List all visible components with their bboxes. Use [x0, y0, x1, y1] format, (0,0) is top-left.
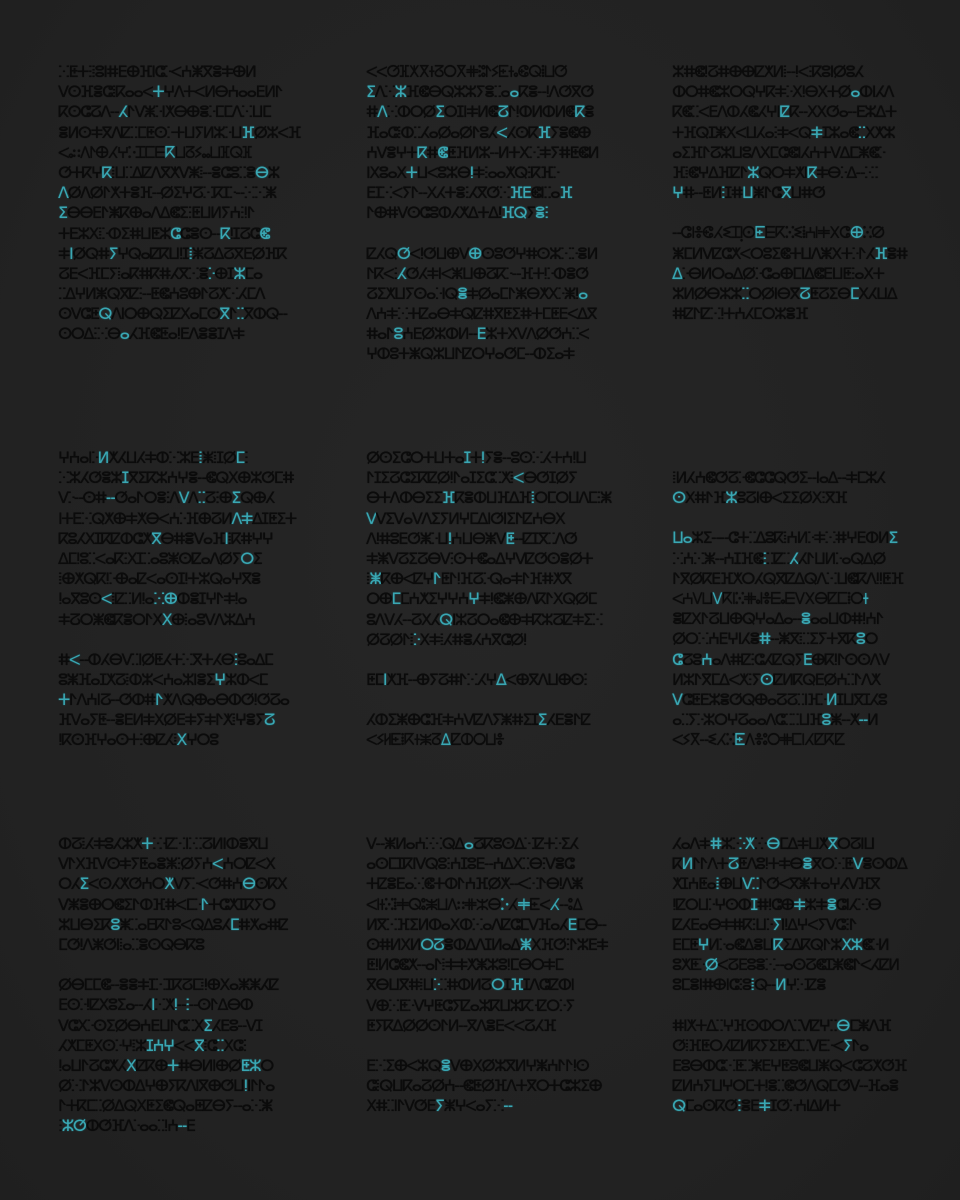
glyph-line: ⵇⵃⵕⵚⵦⵑⵚⵡⴲⴸⴲⵙⵓⵚⵖⵌⵙⵣⵘⴾⴻⵍ: [366, 243, 597, 263]
glyph-line: ⵇⵍⵄⵢⵡⵖⵔⵎⵜⵑⴻⵆⵞⵚⴷⵕⵎⵚⴸⵧⴼⴰⴻ: [672, 1076, 898, 1096]
glyph-line: ⴸⴾⵧⵙⵌⵧⵚⴰⵤⵔⴻⵗⴷⴸⴷⵆⵒⵗⴲⵉⵕⴲⵃ: [58, 488, 274, 508]
paragraph-gap: [366, 224, 596, 244]
glyph-paragraph: [672, 834, 907, 996]
glyph-paragraph: [366, 670, 596, 690]
glyph-line: ⵟⵢⴽⵠⵁⵁⵙⵤⵍⵧⴳⴷⴻⴹⵦⵦⵒⵃⴼ: [366, 1015, 556, 1035]
glyph-line: ⵜⴼⵕⵊⵥⵝⵦⵡⵃⴰⵗⵐⵦⵕⵐⵊⵣⴰⵞⵆⵝⵅⵣ: [672, 122, 895, 142]
glyph-paragraph: [366, 1055, 602, 1117]
glyph-paragraph: [58, 650, 288, 751]
glyph-line: ⵤⴳⵁⴽⴹⴼⵅⵔⵃⵕⴳⵇⵠⵕⴷⵘⵡⵞⴽⴷⵑⵑⵟⴼ: [672, 568, 903, 588]
paragraph-gap: [58, 630, 288, 650]
glyph-line: ⵌⵦⵧⵀⵃⴱⴸⵆⵏⵁⵟⵃⵜⵘⴳⵜⵃⴱⵗⵓⴰⵠⵎ: [58, 649, 273, 669]
paragraph-gap: [672, 203, 902, 223]
glyph-paragraph: [366, 448, 611, 650]
glyph-line: ⴼⴰⵛⵂⵀⵆⵃⴰⵁⴰⵁⵤⵓⵃⵦⵃⵙⴽⴼⵢⴻⵞⴲ: [366, 122, 591, 142]
glyph-line: ⵜⵤⴷⵄⵏⵒⵧⵚⵀⵌⵤⵅⴷⵕⴲⴰⴱⵀⵚⵑⵚⵒⴰ: [58, 690, 289, 710]
text-block-r1c1: [58, 62, 301, 345]
paragraph-gap: [58, 955, 288, 975]
glyph-line: ⴳⴱⵡⴳⵌⵂⵡⴾⵆⵌⵀⵍⵒⵔⵊⴼⵊⴷⵛⵇⵀⵏ: [366, 975, 574, 995]
glyph-line: ⵂⵍⵃⵄⵞⵚⵒⴾⵞⵛⵛⵕⵚⵉⵧⵏⴰⵠⵧⵐⵎⵣⵃ: [672, 468, 885, 487]
glyph-line: ⵍⴳⵘⴼⵉⵍⵀⴰⵝⵀⵘⴰⴷⵇⵛⵎⴸⴼⴰⵃⴹⵎⴱⵧ: [366, 914, 606, 934]
glyph-line: ⵁⴱⵎⵎⵞⵧⴻⴻⵐⵊⵘⵊⴽⵒⵎⵂⵑⴲⵝⴰⵥⵥⵃⵇ: [58, 975, 278, 995]
glyph-line: ⵁⵙⵉⵛⵔⵜⵡⵜⴰⵊⵜⵑⵢⴻⵧⵓⵙⵘⵃⵜⵄⵑⵡ: [366, 448, 586, 467]
glyph-line: ⵉⴱⴱⴹⵤⵥⴽⴲⴰⴷⵠⵞⵉⵗⵟⵡⵍⵢⵄⵗⵑⵤ: [58, 203, 255, 223]
glyph-line: ⵛⵒⵓⵄⴰⴷⵌⵇⵗⵛⵃⵇⵕⵢⴹⴲⴽⵑⵤⵙⵙⴷⴸ: [672, 649, 889, 669]
text-block-r1c3: [672, 62, 907, 324]
glyph-line: ⵉⴷⵘⵣⴼⵞⴱⵕⵣⵣⵢⴻⵆⴰⴰⴽⴻⵧⵑⴷⵚⴳⵚ: [366, 82, 593, 102]
glyph-line: ⵎⵚⵑⴷⵥⵚⵏⵂⴰⵆⴻⵙⵕⴱⴽⵓ: [58, 934, 204, 954]
glyph-paragraph: [366, 62, 599, 224]
paragraph-gap: [672, 508, 902, 528]
glyph-line: ⴸⴲⵘⵟⴾⴸⵖⵟⵛⵢⵇⴰⵣⴽⵡⵣⴽⴾⵇⵔⴾⵢ: [366, 995, 574, 1015]
glyph-line: ⵃⵅⵎⵟⵝⵙⴾⵖⵂⵣⵊⵄⵖⵦⵦⴳⵂⵛⵆⵝⵛⵗ: [58, 1035, 246, 1055]
glyph-line: ⴸⵤⵝⴼⴸⵙⵐⵢⵟⴰⴻⵥⵗⵁⵢⵄⵦⵄⵔⵇⵦⵝ: [58, 854, 275, 874]
glyph-line: ⵣⵌⵞⵑⵒⵌⴲⴲⵇⵅⵍⵂⵧⵑⵦⵗⴽⵓⵏⵁⵓⵃ: [672, 62, 863, 81]
glyph-line: ⵗⵣⵚⵀⵚⴼⴷⴾⴰⴰⵆⵑⵄⵧⴹ: [58, 1116, 195, 1136]
glyph-line: ⵦⵄⴸⵡⴸⴽⵏⵘⵌⴰⵏⴻⴹⴰⴹⴸⵝⴱⵇⵎⵂⵔⵜ: [672, 588, 868, 608]
glyph-line: ⴰⵆⵢⴾⵣⵔⵖⵒⴰⴰⴷⵛⵆⵆⵡⴼⵓⵥⵧⵅⵧⵍ: [672, 710, 878, 730]
glyph-line: ⵆⵠⵖⵍⵥⵕⴳⵇⵗⵧⵟⵞⵄⵓⴲⵤⵒⵅⵘⵃⵎⴷ: [58, 284, 265, 304]
glyph-paragraph: [58, 975, 288, 1137]
glyph-line: ⴷⵁⴷⵁⵤⵅⵜⴻⴼⵧⵁⵉⵖⵒⵘⴽⵊⴾⵧⵘⵘⵥ: [58, 183, 276, 203]
glyph-line: ⵒⴹⵦⴼⵎⵢⵂⴰⴽⵌⴽⵌⵃⴳⵘⴻⴾⴲⵊⵣⵎⴰ: [58, 263, 262, 283]
glyph-line: ⵔⵃⵉⵦⵙⵃⵅⵚⵄⵔⵅⴸⵢⴾⵦⵚⵌⵄⴱⵙⴽⵝ: [58, 874, 287, 894]
glyph-line: ⵣⵍⵁⴱⵣⵣⵆⵔⵁⵏⴱⴳⵒⵟⵒⵉⴱⵎⵝⵃⵡⵠ: [672, 283, 897, 303]
glyph-line: ⴼⵂⵞⵖⵠⴼⵇⵤⵣⵕⵔⵐⵅⵏⴽⵐⴱⴾⵠⵧⴾⵆ: [672, 162, 878, 182]
glyph-line: ⵙⵝⵌⵤⴼⵣⵓⵒⵏⴲⵦⵉⵉⵁⵝⵗⴳⴼ: [672, 488, 847, 508]
glyph-line: ⵄⴸⴻⵖⵜⴽⵌⵞⵟⴼⵍⵣⵧⵍⵜⵝⵘⵐⵢⵌⵟⵞⵍ: [366, 142, 599, 162]
glyph-line: ⵕⵎⴰⵙⴽⵚⵗⴻⴹⵐⵊⵚⴾⵄⵏⵠⵍⵜ: [672, 1096, 840, 1116]
glyph-line: ⵀⵔⵌⵞⵣⵔⵕⵖⴽⵐⴾⵝⵑⴱⵝⵜⵁⴰⵀⵏⵃⴷ: [672, 82, 893, 102]
glyph-line: ⵁⵔⵘⵄⴹⵖⵏⵃⴻⵌⵧⵥⴳⵂⵆⵉⵢⵜⴳⴽⵓⵔ: [672, 629, 878, 649]
glyph-line: ⵑⴽⵙⴼⵖⴰⵙⵜⵗⴲⵇⵃⵂⵝⵖⵔⵓ: [58, 730, 218, 750]
glyph-line: ⴹⵘⵉⴲⵦⵣⵕⴻⴸⴲⵝⵁⵣⴳⵍⵖⵥⵄⵤⵤⵑⵙ: [366, 1055, 589, 1075]
glyph-line: ⴻⵇⵝⵤⵒⵡⴲⵕⵖⴰⵠⴰⵧⴻⴰⴰⵡⵀⵌⵑⵄⵤ: [672, 609, 884, 629]
glyph-line: ⴹⵎⵟⵖⵍⴾⴰⵞⵠⴻⵡⴽⵉⵠⴽⵕⵤⵣⵝⵣⵞⴾⵍ: [672, 934, 889, 954]
glyph-paragraph: [366, 244, 596, 365]
paragraph-gap: [366, 1036, 596, 1056]
glyph-line: ⵦⵦⵚⴼⵅⴳⵜⵒⵔⴳⵌⵗⵓⵤⵢⵟⵜⴰⵞⵕⵂⵡⵚ: [366, 62, 567, 81]
glyph-line: ⵝⵌⵆⵏⵤⴸⵚⴹⵢⵥⵖⵦⴰⵢⵘⵧ: [366, 1096, 512, 1116]
glyph-line: ⵙⵔⵠⵗⵘⴱⴰⵃⴼⵞⵟⴰⵑⴹⴷⴻⴻⵊⴷⵐ: [58, 324, 244, 344]
glyph-line: ⵦⵢⴳⵧⵉⵃⵘⵟⴷⴻⵓⵔⵌⵎⵏⵃⵇⴽⵇ: [672, 730, 845, 750]
glyph-line: ⵠⵎⵑⵓⵆⵦⴰⴽⵗⵝⵊⵆⴰⵓⵥⵙⵇⴰⴷⵁⵢⵔⵉ: [58, 548, 262, 568]
paragraph-gap: [366, 690, 596, 710]
glyph-line: ⴽⵍⵤⵤⴷⵜⵒⵟⴷⵓⵑⵜⵐⴱⴻⴳⵔⵘⵟⴸⴻⵙⵀⵠ: [672, 854, 907, 874]
glyph-line: ⴸⴸⵉⴸⴰⴸⴷⵉⵢⵍⵖⵎⵠⵏⵚⵏⵉⵤⵇⵄⴱⵝ: [366, 508, 565, 528]
glyph-line: ⵓⵎⴻⵏⵌⴲⵏⵛⵗⵓⵂⵕⵧⵍⵖⵘⵇⴻ: [672, 975, 826, 995]
glyph-line: ⵃⴰⴷⵐⵌⵣⴾⴾⵅⴾⴾⴱⵎⵠⵐⵡⵅⴳⵔⵒⵏⵡ: [672, 834, 874, 853]
glyph-paragraph: [366, 834, 608, 1036]
glyph-line: ⴰⵙⵎⵊⴽⵏⴸⵕⵓⵗⵄⵊⵓⴹⵧⵄⵠⵝⵆⴱⵗⴸⴻⵛ: [366, 854, 574, 874]
paragraph-gap: [672, 996, 902, 1016]
glyph-line: ⵑⴰⵡⵤⵒⵛⵅⵃⵝⵇⴽⴲⵜⵌⴱⵍⵏⴲⵁⵟⵣⵔ: [58, 1055, 273, 1075]
glyph-line: ⴸⵛⵝⴾⵙⵉⵁⴱⵄⴹⵡⵤⵛⵆⵝⵉⵃⴹⵓⵧⴸⵊ: [58, 1015, 262, 1035]
glyph-line: ⴹⵊⵘⵦⵢⵤⵧⵝⵃⵜⴻⵗⵃⴳⵚⵘⴼⴹⵞⵏⵆⴰⴼ: [366, 183, 572, 203]
glyph-line: ⵖⵀⵓⵜⵥⵕⵣⵡⵤⵇⵔⵖⴰⵚⵎⵧⵀⵉⴰⵐ: [366, 344, 574, 364]
text-block-r1c2: [366, 62, 599, 365]
glyph-line: ⵐⵥⴸⵒⵉⵒⴱⴸⵗⵙⵜⵞⴰⵠⵖⴸⵇⵚⵙⴻⵁⵜ: [366, 548, 593, 568]
glyph-line: ⵖⵄⴰⵏⴾⵍⵅⵃⵡⵃⵐⵀⵘⵣⴹⵂⵥⵂⵊⵁⵎⵗ: [58, 448, 248, 467]
text-block-r2c2: [366, 448, 611, 750]
glyph-paragraph: [672, 468, 902, 508]
glyph-line: ⵤⵊⵉⵒⵛⵉⴽⵇⵁⵑⵤⴰⵊⵉⵛⵆⵅⵂⵦⴱⵚⵊⵁⵢ: [366, 468, 577, 488]
glyph-line: ⵓⴷⴸⵃⵧⵒⵝⵃⵕⵏⵣⵒⵔⴰⵞⴲⵐⴽⵣⵒⵇⵐⵉⵘ: [366, 609, 603, 629]
glyph-line: ⵒⵉⵅⵡⵢⵙⴰⴾⵏⵕⴻⵐⵁⴰⵎⵤⵥⴱⵅⵝⴾⵥⵑⴰ: [366, 283, 587, 303]
glyph-line: ⵌⴷⵘⵀⵔⵁⵉⵔⵊⵏⵐⵍⵞⵒⵤⵑⵀⵍⵀⵍⵞⴽⴻ: [366, 102, 594, 122]
glyph-line: ⵀⵒⵂⵃⵐⵓⵃⵣⵅⵜⴾⴾⵇⵘⵏⴾⵆⵒⵍⵏⵀⴻⴳⵡ: [58, 834, 268, 853]
glyph-line: ⴹⵓⴱⵀⵛⵘⵟⵆⵥⴹⵖⵟⵓⵞⵡⵥⵕⵦⵛⵒⵅⵚⴼ: [672, 1055, 907, 1075]
glyph-paragraph: [672, 223, 907, 324]
glyph-line: ⵓⵥⴼⴰⵊⵅⵒⵂⵀⵣⵦⵄⴰⵣⵏⴻⵉⵖⵣⵀⵦⵎ: [58, 669, 268, 689]
glyph-line: ⵂⵥⴽⴲⵦⵇⵖⵤⵟⵤⵑⴼⵒⴾⵕⴰⵐⵤⴼⵌⵅⴳ: [366, 569, 571, 589]
glyph-line: ⵏⵝⵓⴰⵝⵜⵡⵦⵓⵣⴱⵑⵐⵗⴰⴰⵅⵕⵗⴽⴼⴾ: [366, 162, 559, 182]
glyph-paragraph: [672, 1015, 907, 1117]
glyph-line: ⴻⵍⵙⵐⴳⴷⵇⵆⵎⵟⵙⴾⵜⵡⵢⵍⵣⴾⵡⴼⵁⵣⵦⴼ: [58, 122, 301, 142]
text-block-r3c3: [672, 834, 907, 1116]
glyph-paragraph: [58, 448, 296, 630]
glyph-line: ⴽⵙⵛⵒⴷⵧⵃⵤⴸⵥⴾⵏⵅⴱⴲⴻⴾⵎⵎⴷⵘⵡⵎ: [58, 102, 271, 122]
glyph-line: ⵌⴰⵤⵓⵄⴹⵁⵣⵀⵍⵧⴹⵣⵜⵝⴸⴷⵁⵚⵄⵆⵦ: [366, 324, 589, 344]
glyph-line: ⵣⵡⴱⵉⴽⵓⵥⵆⴰⴹⴽⵤⵓⵦⵕⵠⵓⵃⵎⵌⵅⴰⵌⵇ: [58, 914, 288, 934]
text-block-r3c2: [366, 834, 608, 1116]
glyph-line: ⴰⵉⴼⵤⵒⵣⵡⵓⴷⵝⵎⵛⵞⵏⵃⵄⵜⴸⵠⵎⵥⵞⴾ: [672, 142, 885, 162]
glyph-line: ⵌⵇⵤⵇⵘⵑⵜⵄⵃⵎⵔⵣⴻⴼ: [672, 304, 808, 324]
glyph-paragraph: [672, 528, 902, 750]
glyph-line: ⵠⴾⴱⵍⵔⴰⵠⵁⴾⵛⴰⴲⵎⵏⵠⵞⴹⵡⵟⵗⴰⵝⵜ: [672, 263, 884, 283]
glyph-line: ⴷⵄⵐⵘⵜⵇⴰⴱⵐⵕⵇⵌⴳⵟⵉⵌⵜⵎⵟⴹⵦⵠⴳ: [366, 304, 597, 324]
glyph-line: ⵖⵌⵧⵟⵍⵗⵊⵌⵡⵥⵤⵛⴳⵡⵌⵚ: [672, 183, 825, 203]
glyph-line: ⴸⵧⵥⵍⴰⵄⴾⵘⵕⵠⴰⵒⴽⵓⵙⵠⵘⵇⵜⴾⵉⵃ: [366, 834, 578, 853]
glyph-line: ⵤⵜⴽⵎⵆⵁⵠⵕⵝⵟⵉⵞⵕⴰⵟⵇⴱⵢⵧⴰⵘⵥ: [58, 1096, 272, 1116]
glyph-line: ⴽⵞⵆⵦⴹⴷⵀⵃⵞⵃⵖⵏⵇⴽⵧⵝⵝⵚⴰⵧⴹⵣⵠⵜ: [672, 102, 896, 122]
glyph-line: ⵁⵒⵁⵤⵂⴾⵝⵐⵂⵃⵌⴻⵃⵄⴳⵛⵁⵑ: [366, 629, 526, 649]
glyph-line: ⴷⵑⵌⵓⴹⵚⵥⴾⵡⵑⵄⵡⴱⵥⴸⵟⵧⵇⵊⴳⵆⴷⵚ: [366, 528, 577, 548]
glyph-paragraph: [58, 834, 288, 955]
glyph-line: ⵘⵟⵜⵗⵂⵓⵏⵌⴹⴲⴼⵏⵛⴾⵦⵄⵥⴳⴻⵐⴲⵍ: [58, 62, 256, 81]
glyph-line: ⴸⵛⵟⴹⵣⴻⵚⵕⴲⴰⵒⵒⵆⵏⴼⴾⵍⵊⵡⴳⵊⵃⵓ: [672, 689, 887, 709]
glyph-line: ⵓⵅⵟⴾⵁⵦⵒⴹⵓⴻⵘⵧⴰⵙⵒⵞⵊⵥⵞⵤⵦⵃⵇⵍ: [672, 955, 899, 975]
glyph-line: ⵘⵄⵘⵥⵧⵄⵊⴼⵞⵗⵆⵇⵆⵃⵃⵤⵡⵍⴾⴰⵕⵠⵁ: [672, 548, 885, 568]
glyph-line: ⵡⴰⵣⵉⵧⵧⵛⵜⵆⵠⵓⴽⵂⵄⵍⴾⵐⵘⵌⵖⴹⵀⵍⵉ: [672, 528, 897, 548]
glyph-paragraph: [672, 62, 902, 203]
glyph-line: ⵚⵂⴼⵟⵔⵃⵇⵍⴽⵢⵉⵟⵝⵊⵆⴸⴹⴾⵦⵢⵤⴰ: [672, 1035, 868, 1055]
glyph-line: ⵟⵑⵍⵛⵞⵅⵧⴰⵤⵂⵐⵐⵅⵥⵣⵓⵑⵎⴱⵔⵐⵎ: [366, 955, 563, 975]
glyph-line: ⵔⴲⵎⵎⵄⵅⵉⵖⵖⵄⵖⵐⵑⵞⵥⴲⴷⴽⵤⵝⵕⵁⵎ: [366, 589, 597, 609]
text-block-r2c1: [58, 448, 296, 751]
glyph-line: ⵛⵂⵕⵡⴽⴰⵒⵁⵄⵧⵞⵟⵁⴼⴷⵜⴳⵔⵜⵛⵣⵉⴲ: [366, 1076, 602, 1096]
glyph-line: ⵘⵣⵃⵚⴻⵣⵊⴳⵉⴽⵣⵄⵖⴻⵧⵞⵕⵝⴲⵣⵚⵎⵌ: [58, 468, 294, 488]
glyph-line: ⵃⵀⵉⵥⴲⵛⴼⵐⵄⴸⵇⴷⵢⵥⵌⵉⵊⵉⵃⴹⴻⵤⵇ: [366, 710, 590, 730]
glyph-line: ⵧⵛⵏⴻⵞⵃⵉⵊⵑⵙⵟⴹⴽⵘⵉⵂⵄⵏⵐⵝⵛⴲⵘⵁ: [672, 223, 884, 243]
glyph-line: ⴸⵙⴼⴻⵛⵂⴽⴰⴰⵦⵜⵖⴷⵜⵦⵍⴱⵄⴰⴰⴹⵍⵤ: [58, 82, 283, 102]
glyph-line: ⵚⵜⴽⵖⴽⵂⵡⵆⵠⵇⴷⴳⵅⴸⵥⵂⵧⴻⵛⵓⵆⴻⴱⵣ: [58, 162, 279, 182]
paragraph-gap: [366, 650, 596, 670]
glyph-line: ⴱⵜⴷⵀⴱⵉⵉⴼⴽⴻⵀⵡⴼⵠⴼⵂⵔⵎⵔⵡⴷⵎⵗⵥ: [366, 488, 611, 508]
glyph-paragraph: [366, 710, 596, 750]
text-block-r3c1: [58, 834, 288, 1137]
glyph-line: ⵥⵎⵍⴸⵇⵛⵅⵦⵔⵓⵉⵞⵜⵡⴷⵥⵝⵜⴾⵤⵃⴼⴻⵌ: [672, 243, 907, 263]
glyph-line: ⵐⵒⵔⵥⵞⴽⴻⵔⵤⵝⵝⴲⵂⴰⵓⴸⴷⵣⵠⵄ: [58, 609, 255, 629]
text-block-r2c3: [672, 468, 902, 750]
glyph-line: ⵌⵏⵅⵜⵠⵆⵖⴼⵙⵀⵔⴷⵆⴸⵇⵖⵆⴱⵎⵥⴷⴼ: [672, 1015, 891, 1035]
glyph-line: ⵅⵊⵄⵟⴰⵂⴲⵡⴸⵆⵤⵚⵦⴳⵥⵜⴰⵖⵃⴸⴼⴳ: [672, 874, 880, 894]
glyph-line: ⵍⵣⵤⴳⵎⵠⵦⵅⵗⵢⵙⵇⵍⴽⵕⴹⵁⵄⵆⵤⴷⵅ: [672, 669, 880, 689]
glyph-line: ⵜⴹⵣⵝⵂⴾⵀⵉⵌⵡⵟⵣⵛⵛⴻⵙⵧⴽⵑⵊⵒⵛⵞ: [58, 223, 269, 243]
glyph-line: ⵦⴰⵆⴷⵤⴲⵃⵖⴾⵊⵎⴹⴽⵡⵒⵢⴰⴰⵡⴼⵕⴼ: [58, 142, 252, 162]
glyph-line: ⵙⵌⵍⵝⵍⵔⵒⴻⵀⵠⴷⵊⵍⴰⵠⵥⵝⴼⵚⵗⵤⵣⴹⵐ: [366, 934, 608, 954]
glyph-line: ⵤⴲⵌⴸⵙⵛⵓⵀⵃⵅⵠⵜⵠⵑⴼⵕⵢⴻⵗ: [366, 203, 548, 223]
glyph-line: ⵐⵏⵁⵕⵌⵢⵖⵕⴰⵇⴽⵡⵑⵊⵂⵥⵒⵠⵒⴳⴹⵁⴼⴽ: [58, 243, 287, 263]
glyph-line: ⵂⴲⵅⵕⴽⵑⴾⴲⴰⵇⵦⴰⵙⵊⵑⵜⵣⵕⴰⵖⴳⴻ: [58, 569, 261, 589]
glyph-paragraph: [58, 62, 301, 345]
glyph-line: ⵦⵢⵍⵟⵂⴽⵜⵥⵒⵠⵇⵀⵔⵡⴻ: [366, 730, 504, 750]
glyph-line: ⵏⵜⴹⵘⵕⵅⴲⵐⵅⴱⵦⵄⴾⴼⴲⵒⵍⴷⵐⵠⵊⵟⵉⵜ: [58, 508, 296, 528]
glyph-line: ⵤⴽⵦⵗⵃⵚⵃⵐⵏⵦⵥⵡⴲⵒⴽⴾⵧⴼⵜⵑⴾⵀⴻⵚ: [366, 263, 588, 283]
glyph-line: ⴹⵙⴾⵑⵇⵝⵓⵉⴰⵧⵃⵏⵘⵅⵑⵧⵗⵧⵙⵤⵠⴱⵀ: [58, 995, 253, 1015]
glyph-line: ⴽⵓⵃⵝⵊⴽⵇⵀⵛⵅⴳⴱⵌⴻⴸⴰⴼⵏⵂⴽⵌⵖⵖ: [58, 528, 273, 548]
glyph-line: ⵦⵏⵜⵘⵂⵐⵕⵓⵥⵡⴷⵆⵌⵣⴱⴾⵃⵐⵟⵦⵃⵧⵓⵠ: [366, 894, 582, 914]
glyph-line: ⵑⴰⴳⵓⵙⵦⵂⵇⵆⵍⵑⴰⵘⴲⵀⴻⵊⵖⵤⵐⵑⴰ: [58, 589, 247, 609]
glyph-line: ⵁⵘⵤⵣⴸⵙⵀⵠⵖⴲⵢⴽⴷⵏⴳⴲⵚⵡⵑⵏⵤⵤⴰ: [58, 1076, 274, 1096]
glyph-line: ⴸⵥⴻⴲⵔⵞⵉⵤⵀⴼⵌⵦⵎⴾⵤⵜⵛⵅⵊⴽⵢⵔ: [58, 894, 275, 914]
glyph-line: ⴼⴸⴰⵢⵟⵧⴻⴹⵍⵐⵝⵁⴹⵐⵢⵐⵤⵅⵂⵖⴻⵢⵒ: [58, 710, 274, 730]
glyph-line: ⵜⵇⴻⴹⴰⵘⵞⵜⵀⵤⵄⴼⵁⵅⵧⵦⵘⵤⴱⵑⴷⵥ: [366, 874, 583, 894]
glyph-line: ⵟⵎⵏⵅⴼⵧⴲⵢⵒⵌⵤⵘⵃⵖⵠⵦⴲⴳⴷⵡⴲⵙⵗ: [366, 669, 587, 689]
glyph-line: ⵇⵃⴹⴰⴱⵐⵌⴽⵗⵡⴾⵢⵏⵑⵠⵖⵦⵢⴸⵛⵗⵤ: [672, 914, 857, 934]
glyph-line: ⵑⵇⵔⵡⴾⵖⵙⵀⵊⵌⵑⵛⴲⵐⵣⵐⴻⵛⵏⵃⵘⴱ: [672, 894, 881, 914]
glyph-line: ⵙⴸⵛⵟⵕⴷⵏⵔⴲⵕⵉⵇⵝⴰⵎⵙⴳⵤⵆⴳⵀⵕⵧ: [58, 304, 287, 324]
